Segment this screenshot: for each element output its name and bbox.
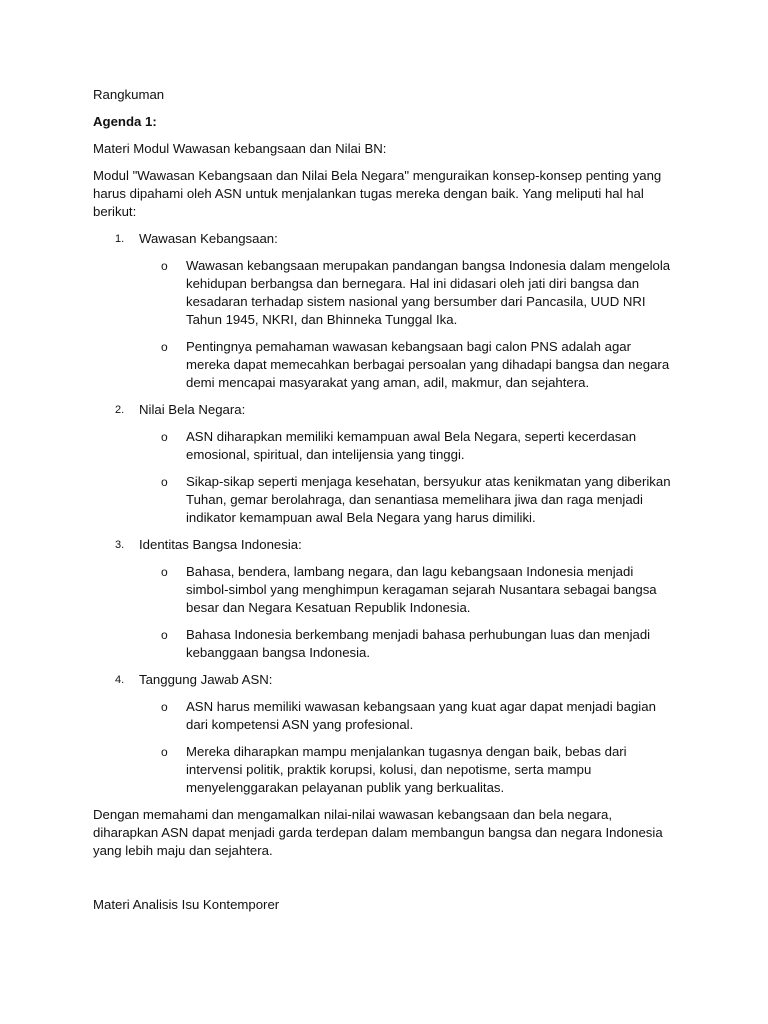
bullet-text: Bahasa Indonesia berkembang menjadi bahasa perhubungan luas dan menjadi kebanggaan bangsa Indonesia. (186, 627, 651, 660)
bullet-text: Mereka diharapkan mampu menjalankan tugasnya dengan baik, bebas dari intervensi politik, praktik korupsi, kolusi, dan nepotisme, serta mampu menyelenggarakan pelayanan publik yang berkualitas. (186, 744, 627, 795)
document-title: Rangkuman (93, 87, 165, 102)
document-page (93, 86, 673, 914)
closing-paragraph: Dengan memahami dan mengamalkan nilai-nilai wawasan kebangsaan dan bela negara, diharapkan ASN dapat menjadi garda terdepan dalam membangun bangsa dan negara Indonesia yang lebih maju dan sejahtera. (93, 807, 663, 858)
bullet-marker: o (161, 259, 168, 273)
section-title: Wawasan Kebangsaan: (139, 231, 278, 246)
section-4 (93, 671, 673, 689)
bullet-marker: o (161, 745, 168, 759)
section-2 (93, 401, 673, 419)
next-materi-heading: Materi Analisis Isu Kontemporer (93, 897, 280, 912)
module-heading: Materi Modul Wawasan kebangsaan dan Nilai BN: (93, 141, 387, 156)
section-number: 3. (115, 539, 125, 551)
section-number: 2. (115, 404, 125, 416)
section-number: 1. (115, 233, 125, 245)
agenda-heading: Agenda 1: (93, 114, 157, 129)
list-item (161, 257, 673, 329)
bullet-marker: o (161, 430, 168, 444)
bullet-text: Sikap-sikap seperti menjaga kesehatan, bersyukur atas kenikmatan yang diberikan Tuhan, gemar berolahraga, dan senantiasa memelihara jiwa dan raga menjadi indikator kemampuan awal Bela Negara yang harus dimiliki. (186, 474, 671, 525)
section-3 (93, 536, 673, 554)
bullet-marker: o (161, 628, 168, 642)
bullet-text: ASN harus memiliki wawasan kebangsaan yang kuat agar dapat menjadi bagian dari kompetensi ASN yang profesional. (186, 699, 656, 732)
list-item (161, 338, 673, 392)
bullet-text: ASN diharapkan memiliki kemampuan awal Bela Negara, seperti kecerdasan emosional, spiritual, dan intelijensia yang tinggi. (186, 429, 637, 462)
section-title: Identitas Bangsa Indonesia: (139, 537, 302, 552)
list-item (161, 743, 673, 797)
section-number: 4. (115, 674, 125, 686)
bullet-text: Bahasa, bendera, lambang negara, dan lagu kebangsaan Indonesia menjadi simbol-simbol yang menghimpun keragaman sejarah Nusantara sebagai bangsa besar dan Negara Kesatuan Republik Indonesia. (186, 564, 657, 615)
bullet-text: Wawasan kebangsaan merupakan pandangan bangsa Indonesia dalam mengelola kehidupan berbangsa dan bernegara. Hal ini didasari oleh jati diri bangsa dan kesadaran terhadap sistem nasional yang bersumber dari Pancasila, UUD NRI Tahun 1945, NKRI, dan Bhinneka Tunggal Ika. (186, 258, 671, 327)
list-item (161, 473, 673, 527)
list-item (161, 428, 673, 464)
list-item (161, 698, 673, 734)
intro-paragraph: Modul "Wawasan Kebangsaan dan Nilai Bela Negara" menguraikan konsep-konsep penting yang harus dipahami oleh ASN untuk menjalankan tugas mereka dengan baik. Yang meliputi hal hal berikut: (93, 168, 662, 219)
section-1 (93, 230, 673, 248)
list-item (161, 563, 673, 617)
section-title: Nilai Bela Negara: (139, 402, 246, 417)
bullet-marker: o (161, 565, 168, 579)
bullet-marker: o (161, 340, 168, 354)
bullet-marker: o (161, 700, 168, 714)
section-title: Tanggung Jawab ASN: (139, 672, 273, 687)
bullet-text: Pentingnya pemahaman wawasan kebangsaan bagi calon PNS adalah agar mereka dapat memecahkan berbagai persoalan yang dihadapi bangsa dan negara demi mencapai masyarakat yang aman, adil, makmur, dan sejahtera. (186, 339, 670, 390)
list-item (161, 626, 673, 662)
bullet-marker: o (161, 475, 168, 489)
